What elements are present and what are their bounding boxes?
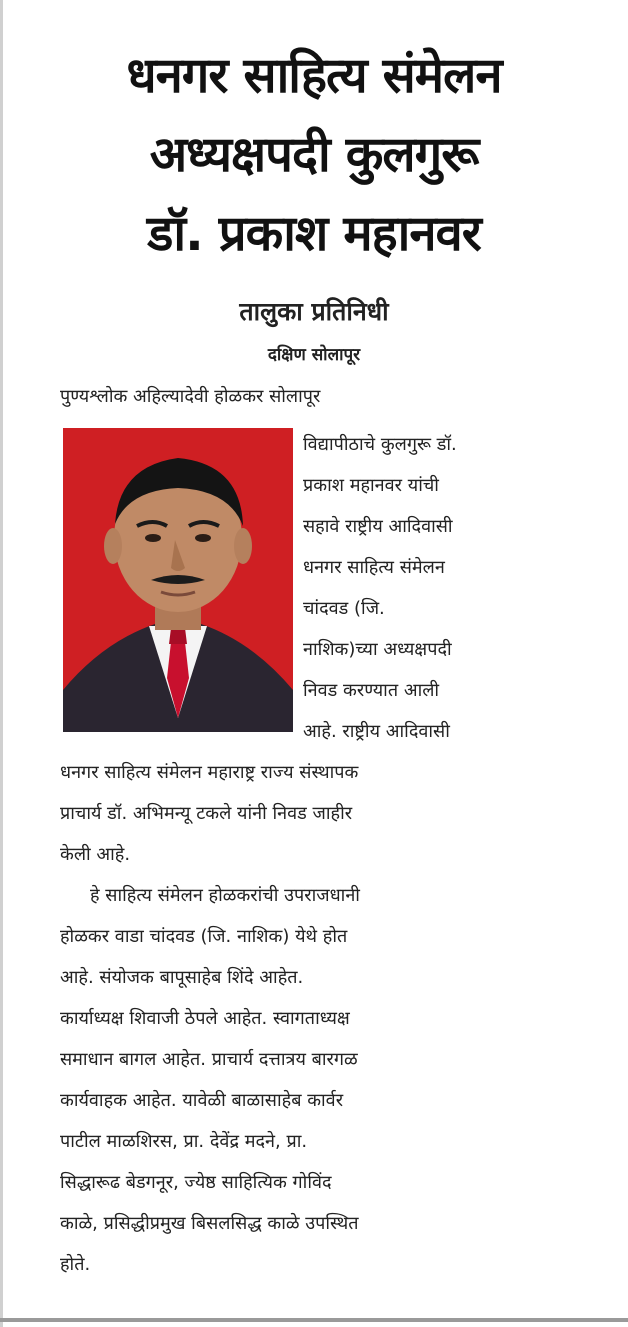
body-line: केली आहे. bbox=[60, 844, 131, 865]
body-line: होळकर वाडा चांदवड (जि. नाशिक) येथे होत bbox=[60, 926, 348, 947]
headline-line-3: डॉ. प्रकाश महानवर bbox=[147, 205, 481, 262]
headline-line-1: धनगर साहित्य संमेलन bbox=[126, 47, 502, 104]
column-line: निवड करण्यात आली bbox=[303, 680, 440, 701]
portrait-image bbox=[63, 428, 293, 732]
left-border bbox=[0, 0, 3, 1327]
body-line: कार्यवाहक आहेत. यावेळी बाळासाहेब कार्वर bbox=[60, 1090, 344, 1111]
text-body bbox=[60, 752, 548, 1285]
column-line: सहावे राष्ट्रीय आदिवासी bbox=[303, 516, 453, 537]
column-line: नाशिक)च्या अध्यक्षपदी bbox=[303, 639, 452, 660]
body-line: आहे. संयोजक बापूसाहेब शिंदे आहेत. bbox=[60, 967, 304, 988]
column-line: विद्यापीठाचे कुलगुरू डॉ. bbox=[303, 434, 457, 455]
body-line: कार्याध्यक्ष शिवाजी ठेपले आहेत. स्वागताध्यक्ष bbox=[60, 1008, 350, 1029]
body-line: होते. bbox=[60, 1254, 91, 1275]
body-line: प्राचार्य डॉ. अभिमन्यू टकले यांनी निवड जाहीर bbox=[60, 803, 353, 824]
byline-reporter: तालुका प्रतिनिधी bbox=[239, 297, 389, 326]
body-line: काळे, प्रसिद्धीप्रमुख बिसलसिद्ध काळे उपस्थित bbox=[60, 1213, 359, 1234]
body-line: हे साहित्य संमेलन होळकरांची उपराजधानी bbox=[90, 885, 360, 906]
column-line: चांदवड (जि. bbox=[303, 598, 385, 619]
bottom-border bbox=[0, 1318, 628, 1322]
headline-line-2: अध्यक्षपदी कुलगुरू bbox=[149, 126, 479, 183]
body-line: धनगर साहित्य संमेलन महाराष्ट्र राज्य संस्थापक bbox=[60, 762, 359, 783]
byline-location: दक्षिण सोलापूर bbox=[267, 345, 361, 365]
text-column-right bbox=[303, 424, 548, 752]
body-line: सिद्धारूढ बेडगनूर, ज्येष्ठ साहित्यिक गोविंद bbox=[60, 1172, 332, 1193]
column-line: प्रकाश महानवर यांची bbox=[303, 475, 439, 496]
column-line: धनगर साहित्य संमेलन bbox=[303, 557, 445, 578]
body-line: पाटील माळशिरस, प्रा. देवेंद्र मदने, प्रा. bbox=[60, 1131, 308, 1152]
lead-line-text: पुण्यश्लोक अहिल्यादेवी होळकर सोलापूर bbox=[60, 386, 321, 407]
lead-line bbox=[60, 384, 548, 408]
column-line: आहे. राष्ट्रीय आदिवासी bbox=[303, 721, 450, 742]
portrait-photo bbox=[63, 428, 293, 732]
headline bbox=[20, 36, 608, 273]
body-line: समाधान बागल आहेत. प्राचार्य दत्तात्रय बारगळ bbox=[60, 1049, 358, 1070]
